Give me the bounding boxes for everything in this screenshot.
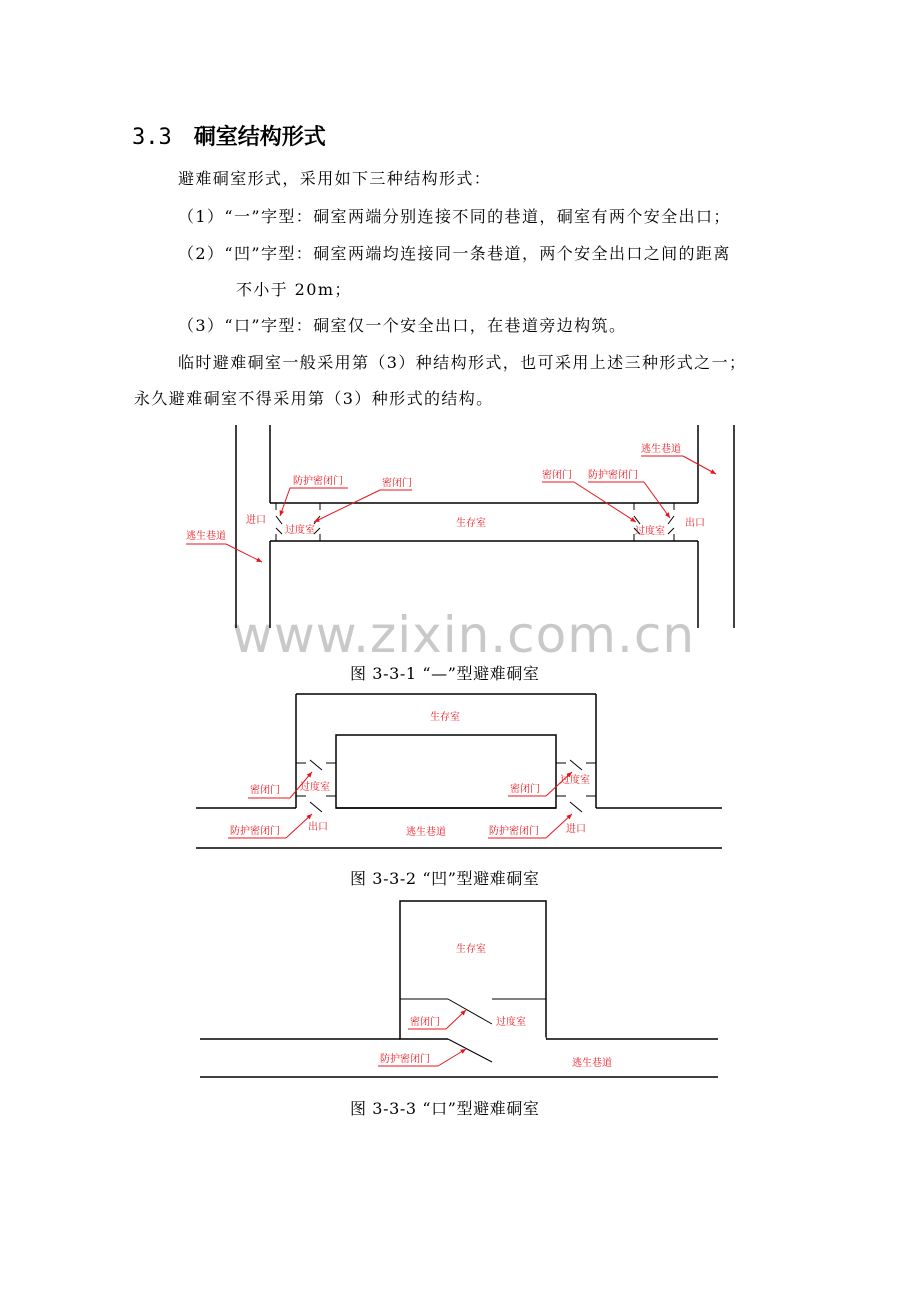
figure-3-diagram xyxy=(200,901,718,1077)
label-transition-room: 过度室 xyxy=(496,1017,526,1028)
paragraph-note: 临时避难硐室一般采用第（3）种结构形式，也可采用上述三种形式之一； xyxy=(178,353,747,372)
label-survival-room: 生存室 xyxy=(456,944,486,955)
label-seal-door: 密闭门 xyxy=(542,470,572,481)
label-blast-door: 防护密闭门 xyxy=(588,470,638,481)
figure-3-labels xyxy=(380,942,612,1069)
label-escape-tunnel: 逃生巷道 xyxy=(641,444,681,455)
paragraph-note-continuation: 永久避难硐室不得采用第（3）种形式的结构。 xyxy=(134,389,494,408)
figure-2-labels xyxy=(230,710,590,838)
figure-1-labels xyxy=(186,442,705,542)
list-item-1: （1）“一”字型：硐室两端分别连接不同的巷道，硐室有两个安全出口； xyxy=(178,207,731,226)
paragraph-intro: 避难硐室形式，采用如下三种结构形式： xyxy=(178,169,492,188)
label-seal-door: 密闭门 xyxy=(382,478,412,489)
figure-1-caption: 图 3-3-1 “—”型避难硐室 xyxy=(350,664,540,683)
label-transition-room: 过度室 xyxy=(285,525,315,536)
label-blast-door: 防护密闭门 xyxy=(230,826,280,837)
label-survival-room: 生存室 xyxy=(456,518,486,529)
label-exit: 出口 xyxy=(685,518,705,529)
label-entrance: 进口 xyxy=(566,824,586,835)
label-entrance: 进口 xyxy=(246,515,266,526)
label-seal-door: 密闭门 xyxy=(250,785,280,796)
label-escape-tunnel: 逃生巷道 xyxy=(406,827,446,838)
label-seal-door: 密闭门 xyxy=(410,1017,440,1028)
list-item-2-continuation: 不小于 20m； xyxy=(236,280,352,299)
label-blast-door: 防护密闭门 xyxy=(380,1054,430,1065)
list-item-3: （3）“口”字型：硐室仅一个安全出口，在巷道旁边构筑。 xyxy=(178,316,627,335)
label-seal-door: 密闭门 xyxy=(510,784,540,795)
figure-3-caption: 图 3-3-3 “口”型避难硐室 xyxy=(350,1099,540,1118)
label-escape-tunnel: 逃生巷道 xyxy=(186,531,226,542)
figure-2-caption: 图 3-3-2 “凹”型避难硐室 xyxy=(350,869,540,888)
label-survival-room: 生存室 xyxy=(430,712,460,723)
label-transition-room: 过度室 xyxy=(300,782,330,793)
label-blast-door: 防护密闭门 xyxy=(293,476,343,487)
watermark: www.zixin.com.cn xyxy=(232,606,696,664)
list-item-2: （2）“凹”字型：硐室两端均连接同一条巷道，两个安全出口之间的距离 xyxy=(178,244,731,263)
label-blast-door: 防护密闭门 xyxy=(489,826,539,837)
section-title: 硐室结构形式 xyxy=(193,125,326,150)
label-exit: 出口 xyxy=(308,822,328,833)
label-transition-room: 过度室 xyxy=(560,775,590,786)
label-transition-room: 过度室 xyxy=(635,526,665,537)
section-number: 3.3 xyxy=(132,125,172,150)
label-escape-tunnel: 逃生巷道 xyxy=(572,1058,612,1069)
